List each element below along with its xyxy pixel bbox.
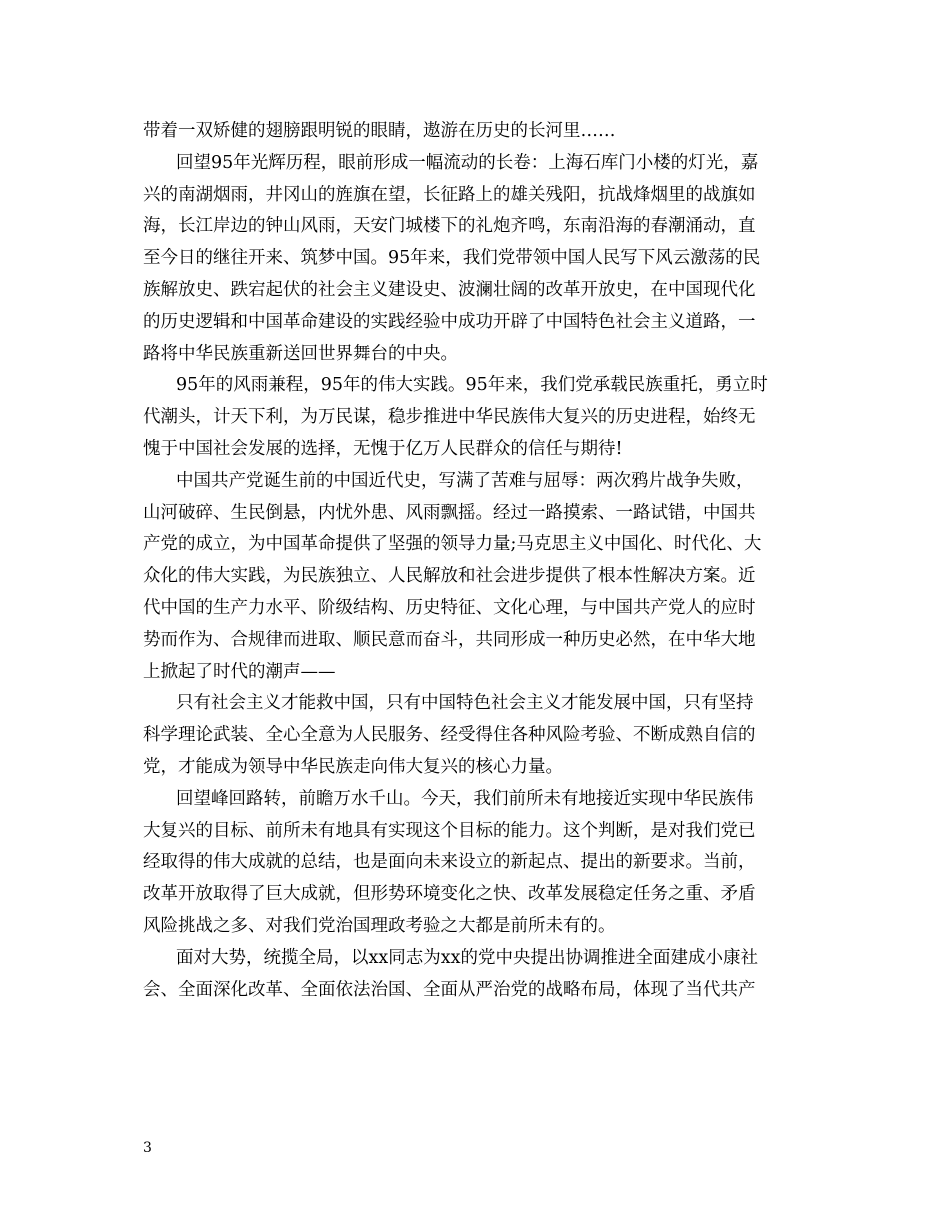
text-line: 的历史逻辑和中国革命建设的实践经验中成功开辟了中国特色社会主义道路，一 (143, 311, 756, 332)
text-line: 科学理论武装、全心全意为人民服务、经受得住各种风险考验、不断成熟自信的 (143, 725, 756, 746)
text-line: 兴的南湖烟雨，井冈山的旌旗在望，长征路上的雄关残阳，抗战烽烟里的战旗如 (143, 184, 756, 205)
text-line: 经取得的伟大成就的总结，也是面向未来设立的新起点、提出的新要求。当前， (143, 852, 756, 873)
text-line: 山河破碎、生民倒悬，内忧外患、风雨飘摇。经过一路摸索、一路试错，中国共 (143, 502, 756, 523)
text-line: 愧于中国社会发展的选择，无愧于亿万人民群众的信任与期待! (143, 438, 623, 459)
paragraph-first-line: 面对大势，统揽全局，以xx同志为xx的党中央提出协调推进全面建成小康社 (176, 947, 758, 968)
text-line: 大复兴的目标、前所未有地具有实现这个目标的能力。这个判断，是对我们党已 (143, 820, 756, 841)
paragraph-first-line: 回望峰回路转，前瞻万水千山。今天，我们前所未有地接近实现中华民族伟 (176, 788, 754, 809)
paragraph-first-line: 回望95年光辉历程，眼前形成一幅流动的长卷：上海石库门小楼的灯光，嘉 (176, 152, 759, 173)
page-number: 3 (143, 1140, 152, 1156)
text-line: 代潮头，计天下利，为万民谋，稳步推进中华民族伟大复兴的历史进程，始终无 (143, 407, 756, 428)
text-line: 海，长江岸边的钟山风雨，天安门城楼下的礼炮齐鸣，东南沿海的春潮涌动，直 (143, 216, 756, 237)
text-line: 众化的伟大实践，为民族独立、人民解放和社会进步提供了根本性解决方案。近 (143, 566, 756, 587)
paragraph-first-line: 中国共产党诞生前的中国近代史，写满了苦难与屈辱：两次鸦片战争失败， (176, 470, 754, 491)
text-line: 上掀起了时代的潮声—— (143, 661, 336, 682)
text-line: 风险挑战之多、对我们党治国理政考验之大都是前所未有的。 (143, 915, 616, 936)
text-line: 势而作为、合规律而进取、顺民意而奋斗，共同形成一种历史必然，在中华大地 (143, 629, 756, 650)
text-line: 路将中华民族重新送回世界舞台的中央。 (143, 343, 458, 364)
paragraph-first-line: 只有社会主义才能救中国，只有中国特色社会主义才能发展中国，只有坚持 (176, 693, 754, 714)
text-line: 至今日的继往开来、筑梦中国。95年来，我们党带领中国人民写下风云激荡的民 (143, 248, 761, 269)
text-line: 代中国的生产力水平、阶级结构、历史特征、文化心理，与中国共产党人的应时 (143, 597, 756, 618)
paragraph-first-line: 95年的风雨兼程，95年的伟大实践。95年来，我们党承载民族重托，勇立时 (176, 375, 768, 396)
body-text (143, 116, 811, 1006)
text-line: 产党的成立，为中国革命提供了坚强的领导力量;马克思主义中国化、时代化、大 (143, 534, 762, 555)
text-line: 族解放史、跌宕起伏的社会主义建设史、波澜壮阔的改革开放史，在中国现代化 (143, 279, 756, 300)
text-line: 党，才能成为领导中华民族走向伟大复兴的核心力量。 (143, 756, 563, 777)
text-line: 会、全面深化改革、全面依法治国、全面从严治党的战略布局，体现了当代共产 (143, 979, 756, 1000)
text-line: 改革开放取得了巨大成就，但形势环境变化之快、改革发展稳定任务之重、矛盾 (143, 884, 756, 905)
text-line: 带着一双矫健的翅膀跟明锐的眼睛，遨游在历史的长河里…… (143, 121, 616, 141)
